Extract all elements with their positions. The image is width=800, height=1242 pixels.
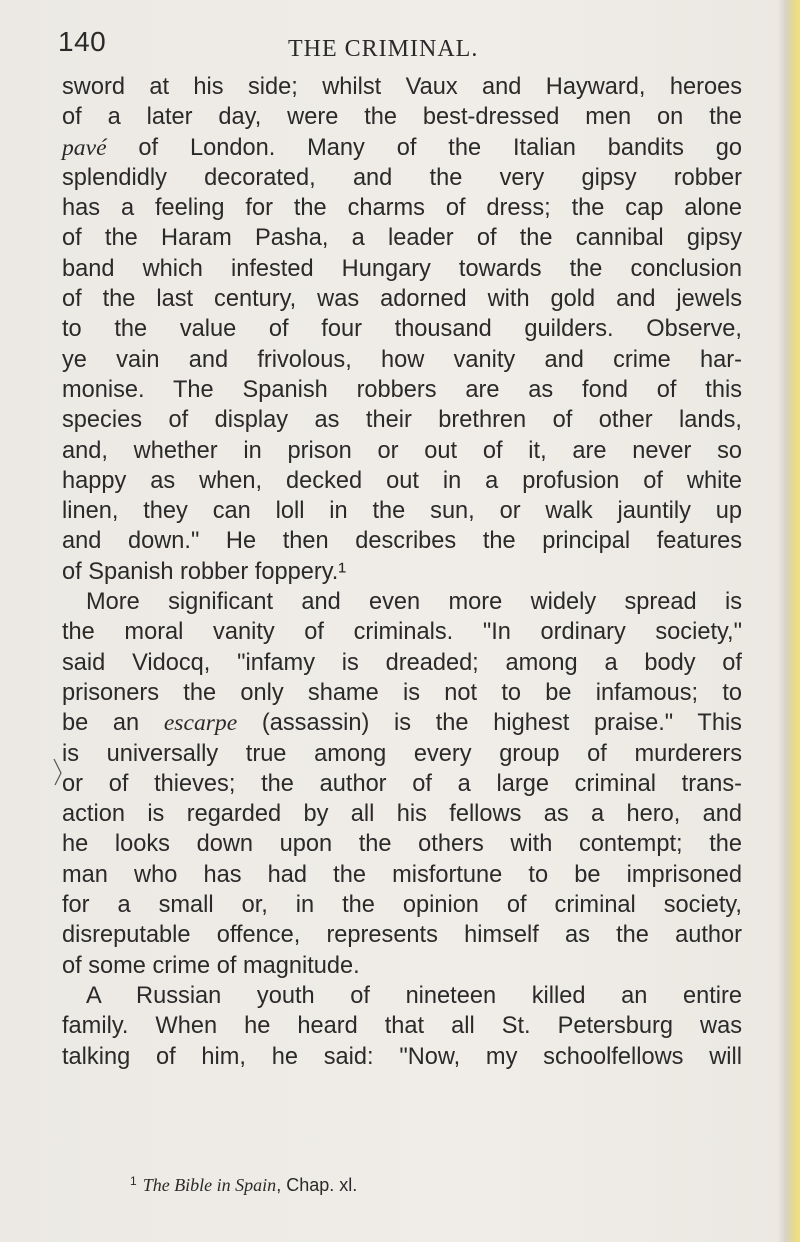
page-edge — [778, 0, 800, 1242]
text-line: has a feeling for the charms of dress; the cap alone — [62, 195, 742, 222]
text-line: family. When he heard that all St. Petersburg was — [62, 1013, 742, 1040]
text-line: splendidly decorated, and the very gipsy robber — [62, 164, 742, 191]
footnote-title: The Bible in Spain — [142, 1175, 277, 1195]
text-line: ye vain and frivolous, how vanity and crime har- — [62, 346, 742, 373]
text-line: band which infested Hungary towards the conclusion — [62, 255, 742, 282]
running-head: THE CRIMINAL. — [288, 36, 479, 62]
page-number: 140 — [58, 26, 107, 57]
text-line: be an escarpe (assassin) is the highest praise." This — [62, 710, 742, 737]
text-line: action is regarded by all his fellows as a hero, and — [62, 801, 742, 828]
text-line: and down." He then describes the principal features — [62, 528, 742, 555]
text-line: man who has had the misfortune to be imprisoned — [62, 861, 742, 888]
footnote-rest: , Chap. xl. — [276, 1175, 358, 1195]
text-line: prisoners the only shame is not to be infamous; to — [62, 679, 742, 706]
footnote-marker: 1 — [130, 1174, 137, 1188]
text-line: to the value of four thousand guilders. Observe, — [62, 316, 742, 343]
text-line: of the last century, was adorned with gold and jewels — [62, 286, 742, 313]
text-line: the moral vanity of criminals. "In ordinary society," — [62, 619, 742, 646]
text-line: species of display as their brethren of other lands, — [62, 407, 742, 434]
text-line: of some crime of magnitude. — [62, 952, 360, 979]
text-line: pavé of London. Many of the Italian bandits go — [62, 134, 742, 161]
text-line: or of thieves; the author of a large criminal trans- — [62, 770, 742, 797]
text-line: said Vidocq, "infamy is dreaded; among a body of — [62, 649, 742, 676]
text-line: and, whether in prison or out of it, are never so — [62, 437, 742, 464]
text-line: for a small or, in the opinion of criminal society, — [62, 892, 742, 919]
text-line: talking of him, he said: "Now, my schoolfellows will — [62, 1043, 742, 1070]
text-line: he looks down upon the others with contempt; the — [62, 831, 742, 858]
footnote — [130, 1174, 730, 1196]
text-line: is universally true among every group of murderers — [62, 740, 742, 767]
text-line: happy as when, decked out in a profusion of white — [62, 467, 742, 494]
text-line: linen, they can loll in the sun, or walk jauntily up — [62, 498, 742, 525]
text-line: More significant and even more widely spread is — [86, 589, 742, 616]
text-line: disreputable offence, represents himself as the author — [62, 922, 742, 949]
text-line: monise. The Spanish robbers are as fond of this — [62, 376, 742, 403]
margin-tick-mark — [52, 757, 64, 787]
text-line: of Spanish robber foppery.¹ — [62, 558, 347, 585]
text-line: of a later day, were the best-dressed men on the — [62, 104, 742, 131]
text-line: sword at his side; whilst Vaux and Hayward, heroes — [62, 74, 742, 100]
page-header — [58, 20, 758, 64]
text-line: of the Haram Pasha, a leader of the cannibal gipsy — [62, 225, 742, 252]
text-line: A Russian youth of nineteen killed an entire — [86, 982, 742, 1009]
body-text — [62, 72, 742, 1072]
